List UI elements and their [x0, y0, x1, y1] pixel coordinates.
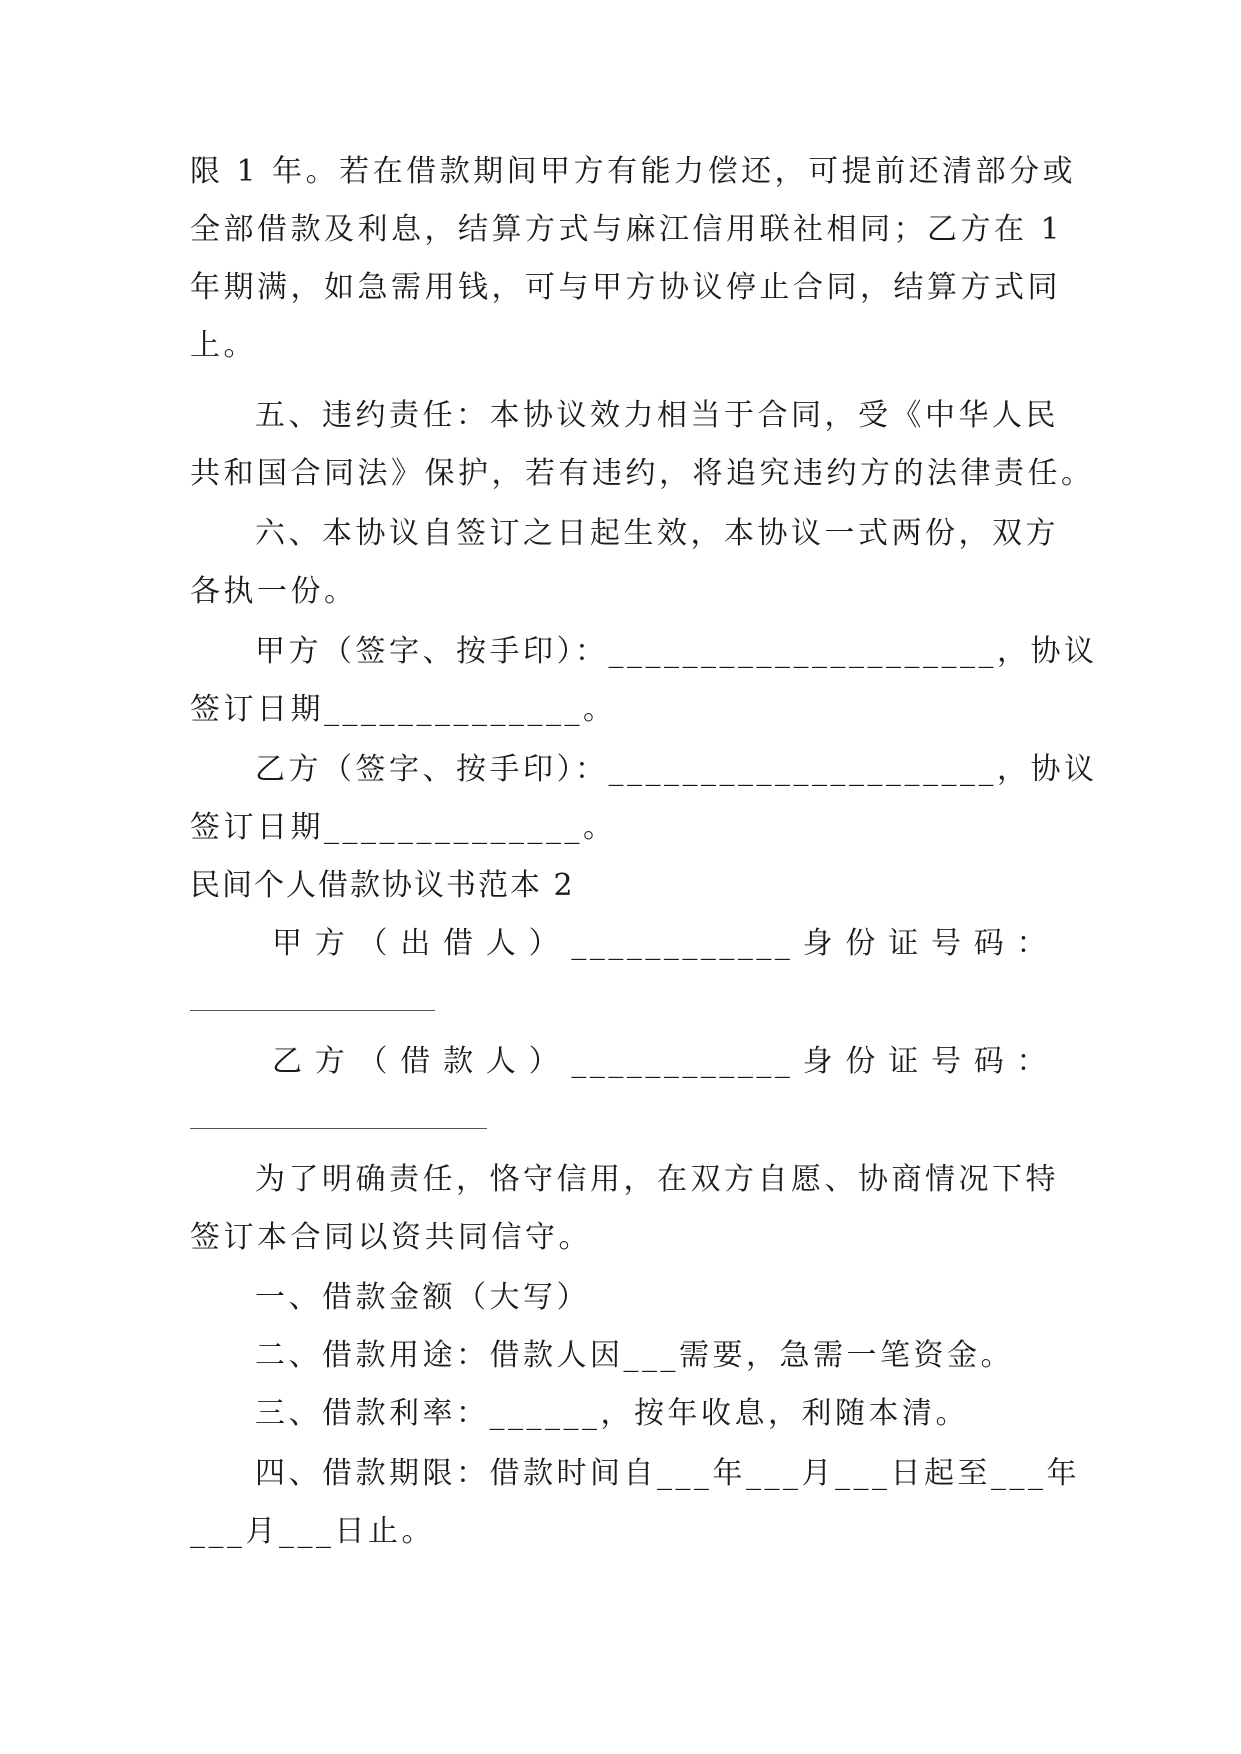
preamble-line: 为了明确责任，恪守信用，在双方自愿、协商情况下特 — [255, 1162, 1059, 1197]
loan-term-clause: 四、借款期限：借款时间自___年___月___日起至___年 — [255, 1456, 1080, 1491]
party-a-date-line: 签订日期______________。 — [190, 692, 617, 727]
clause-six: 六、本协议自签订之日起生效，本协议一式两份，双方 — [255, 516, 1059, 551]
lender-id-line: 甲方（出借人）____________身份证号码： — [272, 926, 1050, 961]
text-line: ___月___日止。 — [190, 1514, 435, 1549]
loan-purpose-clause: 二、借款用途：借款人因___需要，急需一笔资金。 — [255, 1338, 1014, 1373]
loan-amount-clause: 一、借款金额（大写） — [255, 1280, 590, 1315]
clause-five: 五、违约责任：本协议效力相当于合同，受《中华人民 — [255, 398, 1059, 433]
text-line: 上。 — [190, 328, 257, 363]
text-line: 签订本合同以资共同信守。 — [190, 1220, 592, 1255]
text-line: 限 1 年。若在借款期间甲方有能力偿还，可提前还清部分或 — [190, 154, 1077, 189]
text-line: 各执一份。 — [190, 574, 358, 609]
section-title: 民间个人借款协议书范本 2 — [190, 868, 575, 903]
lender-id-blank — [190, 1010, 435, 1011]
party-b-signature-line: 乙方（签字、按手印）：_____________________，协议 — [255, 752, 1098, 787]
party-a-signature-line: 甲方（签字、按手印）：_____________________，协议 — [255, 634, 1098, 669]
text-line: 共和国合同法》保护，若有违约，将追究违约方的法律责任。 — [190, 456, 1095, 491]
borrower-id-line: 乙方（借款人）____________身份证号码： — [272, 1044, 1050, 1079]
text-line: 年期满，如急需用钱，可与甲方协议停止合同，结算方式同 — [190, 270, 1061, 305]
party-b-date-line: 签订日期______________。 — [190, 810, 617, 845]
borrower-id-blank — [190, 1128, 487, 1129]
loan-rate-clause: 三、借款利率：______，按年收息，利随本清。 — [255, 1396, 969, 1431]
text-line: 全部借款及利息，结算方式与麻江信用联社相同；乙方在 1 — [190, 212, 1064, 247]
